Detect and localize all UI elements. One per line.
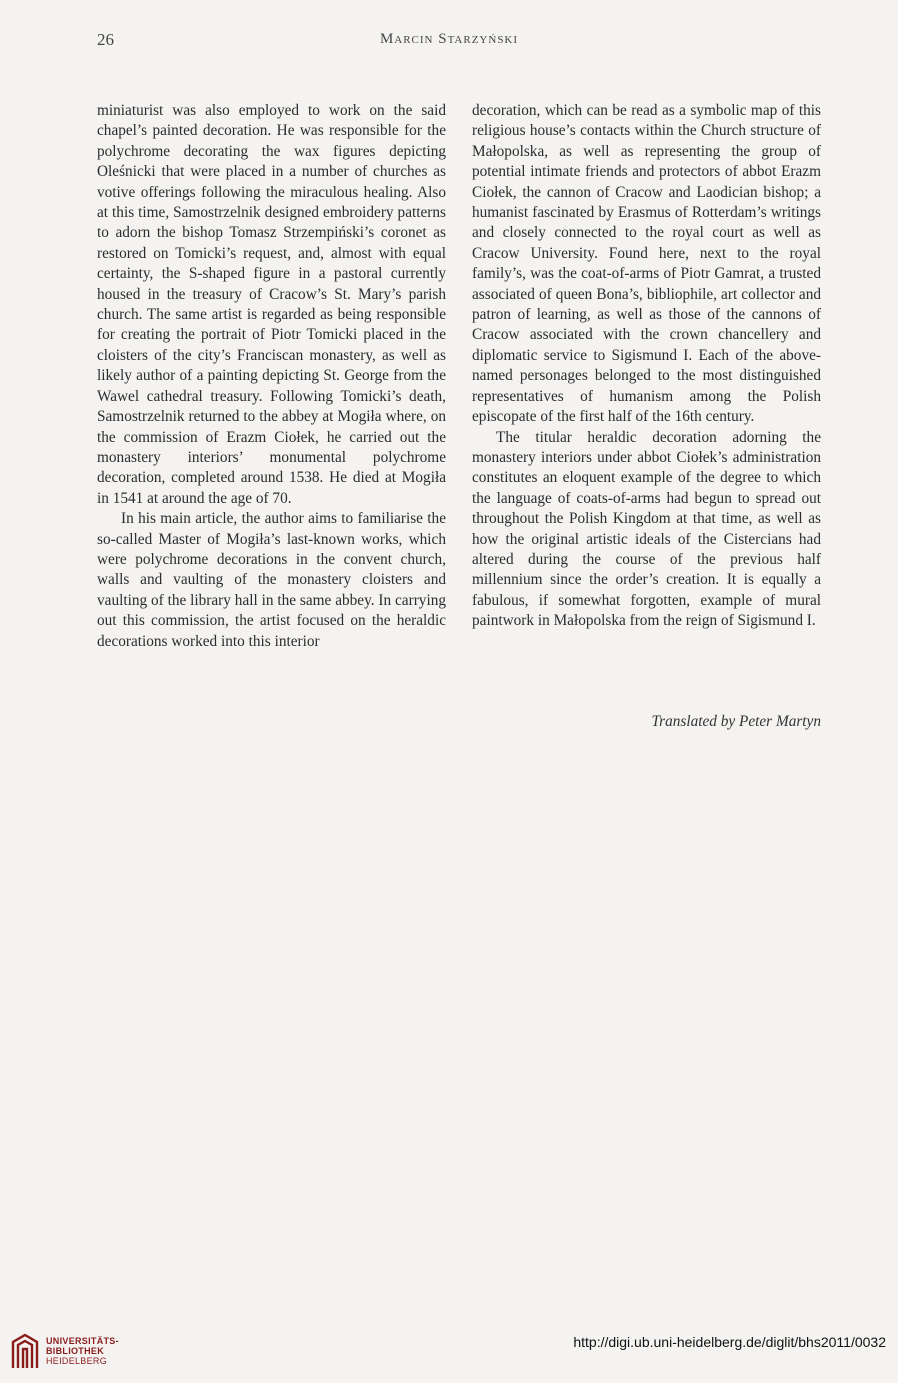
left-paragraph-2: In his main article, the author aims to familiarise the so-called Master of Mogiła’s last-known works, which were polychrome decorations in the convent church, walls and vaulting of the monastery cloisters and vaulting of the library hall in the same abbey. In carrying out this commission, the artist focused on the heraldic decorations worked into this interior bbox=[97, 510, 446, 650]
logo-line-1: UNIVERSITÄTS- bbox=[46, 1336, 119, 1346]
right-column bbox=[472, 101, 821, 632]
right-paragraph-2: The titular heraldic decoration adorning the monastery interiors under abbot Ciołek’s administration constitutes an eloquent example of the degree to which the language of coats-of-arms had begun to spread out throughout the Polish Kingdom at that time, as well as how the original artistic ideals of the Cistercians had altered during the course of the previous half millennium since the order’s creation. It is equally a fabulous, if somewhat forgotten, example of mural paintwork in Małopolska from the reign of Sigismund I. bbox=[472, 428, 821, 630]
left-column bbox=[97, 101, 446, 652]
left-paragraph-1: miniaturist was also employed to work on the said chapel’s painted decoration. He was responsible for the polychrome decorating the wax figures depicting Oleśnicki that were placed in a number of churches as votive offerings following the miraculous healing. Also at this time, Samostrzelnik designed embroidery patterns to adorn the bishop Tomasz Strzempiński’s coronet as restored on Tomicki’s request, and, almost with equal certainty, the S-shaped figure in a pastoral currently housed in the treasury of Cracow’s St. Mary’s parish church. The same artist is regarded as being responsible for creating the portrait of Piotr Tomicki placed in the cloisters of the city’s Franciscan monastery, as well as likely author of a painting depicting St. George from the Wawel cathedral treasury. Following Tomicki’s death, Samostrzelnik returned to the abbey at Mogiła where, on the commission of Erazm Ciołek, he carried out the monastery interiors’ monumental polychrome decoration, completed around 1538. He died at Mogiła in 1541 at around the age of 70. bbox=[97, 102, 446, 507]
logo-line-2: BIBLIOTHEK bbox=[46, 1346, 104, 1356]
library-logo[interactable] bbox=[10, 1330, 119, 1372]
page-number: 26 bbox=[97, 30, 114, 49]
right-paragraph-1: decoration, which can be read as a symbolic map of this religious house’s contacts within the Church structure of Małopolska, as well as representing the group of potential intimate friends and protectors of abbot Erazm Ciołek, the cannon of Cracow and Laodician bishop; a humanist fascinated by Erasmus of Rotterdam’s writings and closely connected to the royal court as well as Cracow University. Found here, next to the royal family’s, was the coat-of-arms of Piotr Gamrat, a trusted associated of queen Bona’s, bibliophile, art collector and patron of learning, as well as those of the cannons of Cracow associated with the crown chancellery and diplomatic service to Sigismund I. Each of the above-named personages belonged to the most distinguished representatives of humanism among the Polish episcopate of the first half of the 16th century. bbox=[472, 102, 821, 426]
translator-credit: Translated by Peter Martyn bbox=[651, 713, 821, 730]
source-url-link[interactable]: http://digi.ub.uni-heidelberg.de/diglit/bhs2011/0032 bbox=[573, 1334, 886, 1350]
logo-line-3: HEIDELBERG bbox=[46, 1356, 108, 1366]
library-emblem-icon bbox=[10, 1332, 40, 1370]
library-name bbox=[46, 1336, 119, 1366]
running-head: Marcin Starzyński bbox=[379, 31, 519, 47]
